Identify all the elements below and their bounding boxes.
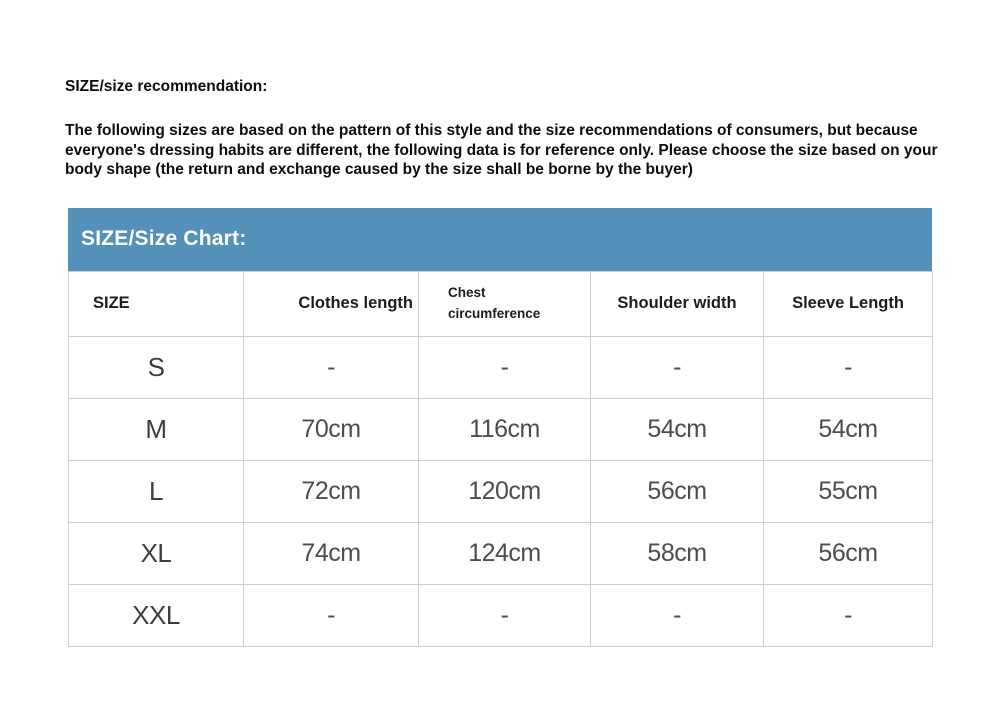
size-label: XL: [69, 522, 244, 584]
clothes-length-value: 70cm: [244, 398, 419, 460]
table-row-xl: [69, 522, 933, 584]
sleeve-length-value: 55cm: [764, 460, 933, 522]
sleeve-length-value: -: [764, 336, 933, 398]
shoulder-width-value: 58cm: [591, 522, 764, 584]
chest-circumference-value: -: [419, 584, 591, 646]
shoulder-width-value: -: [591, 336, 764, 398]
size-label: M: [69, 398, 244, 460]
column-header-shoulder-width: Shoulder width: [591, 271, 764, 336]
size-disclaimer-text: The following sizes are based on the pattern of this style and the size recommendations of consumers, but because everyone's dressing habits are different, the following data is for reference only. Please choose the size based on your body shape (the return and exchange caused by the size shall be borne by the buyer): [65, 122, 938, 178]
clothes-length-value: 74cm: [244, 522, 419, 584]
size-label: XXL: [69, 584, 244, 646]
clothes-length-value: 72cm: [244, 460, 419, 522]
size-label: L: [69, 460, 244, 522]
table-row-l: [69, 460, 933, 522]
shoulder-width-value: 54cm: [591, 398, 764, 460]
size-chart-table: [68, 271, 933, 647]
page-title: SIZE/size recommendation:: [65, 78, 268, 95]
clothes-length-value: -: [244, 584, 419, 646]
clothes-length-value: -: [244, 336, 419, 398]
table-row-xxl: [69, 584, 933, 646]
chest-circumference-value: 116cm: [419, 398, 591, 460]
shoulder-width-value: -: [591, 584, 764, 646]
sleeve-length-value: -: [764, 584, 933, 646]
chest-circumference-value: -: [419, 336, 591, 398]
sleeve-length-value: 54cm: [764, 398, 933, 460]
size-chart-banner: [68, 208, 932, 271]
chest-circumference-value: 124cm: [419, 522, 591, 584]
column-header-chest-circumference: Chest circumference: [419, 271, 591, 336]
column-header-sleeve-length: Sleeve Length: [764, 271, 933, 336]
sleeve-length-value: 56cm: [764, 522, 933, 584]
column-header-size: SIZE: [69, 271, 244, 336]
table-header-row: [69, 271, 933, 336]
column-header-clothes-length: Clothes length: [244, 271, 419, 336]
size-label: S: [69, 336, 244, 398]
table-row-m: [69, 398, 933, 460]
chest-circumference-value: 120cm: [419, 460, 591, 522]
table-row-s: [69, 336, 933, 398]
shoulder-width-value: 56cm: [591, 460, 764, 522]
size-chart-title: SIZE/Size Chart:: [81, 227, 247, 250]
